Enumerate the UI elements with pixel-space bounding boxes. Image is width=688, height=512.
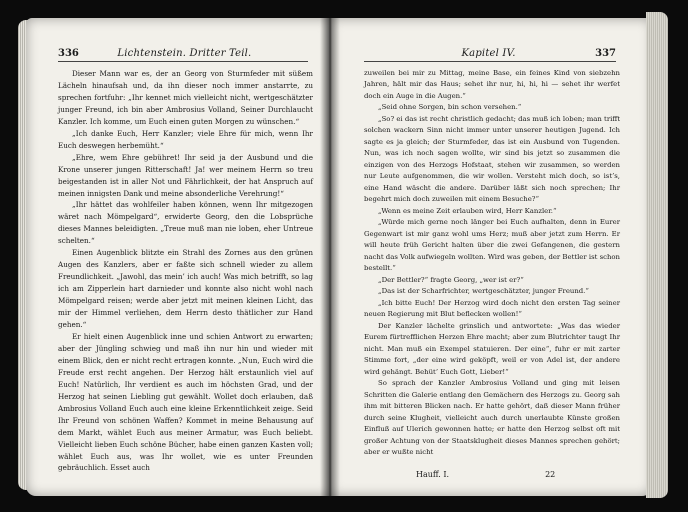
paragraph: „Seid ohne Sorgen, bin schon versehen.“ [378,103,522,112]
running-head: Kapitel IV. [461,48,516,59]
paragraph: „Würde mich gerne noch länger bei Euch aufhalten, denn in Eurer Gegenwart ist mir ganz wohl ums Herz; muß aber jetzt zum Herrn. Er will heute früh Gericht halten über die zwei Gefangenen, die gestern nacht das Volk aufwiegeln wollten. Wird was geben, der Bettler ist schon bestellt.“ [364,218,620,273]
paragraph: „Der Bettler?“ fragte Georg, „wer ist er?“ [378,275,524,284]
left-page-text [58,68,313,474]
paragraph: So sprach der Kanzler Ambrosius Volland und ging mit leisen Schritten die Galerie entlang den Gemächern des Herzogs zu. Georg sah ihm mit bitteren Blicken nach. Er hatte gehört, daß dieser Mann früher durch seine Klugheit, vielleicht auch durch unerlaubte Künste großen Einfluß auf Ulerich gewonnen hatte; er hatte den Herzog selbst oft mit großer Achtung von der Staatsklugheit dieses Mannes sprechen gehört; aber er wußte nicht [364,379,620,456]
page-footer [364,470,620,479]
paragraph: „Ich danke Euch, Herr Kanzler; viele Ehre für mich, wenn Ihr Euch deswegen herbemüht.“ [58,128,313,150]
right-page-text [364,68,620,458]
header-rule [364,61,616,62]
paragraph: „Ich bitte Euch! Der Herzog wird doch nicht den ersten Tag seiner neuen Regierung mit Blut beflecken wollen!“ [364,298,620,319]
left-page-header [58,48,308,62]
paragraph: Dieser Mann war es, der an Georg von Sturmfeder mit süßem Lächeln hinaufsah und, da ihn dieser noch immer anstarrte, zu sprechen fortfuhr: „Ihr kennet mich vielleicht nicht, wertgeschätzter junger Freund, ich bin aber Ambrosius Volland, Seiner Durchlaucht Kanzler. Ich komme, um Euch einen guten Morgen zu wünschen.“ [58,69,313,126]
paragraph: Einen Augenblick blitzte ein Strahl des Zornes aus den grünen Augen des Kanzlers, aber er faßte sich schnell wieder zu allem Freundlichkeit. „Jawohl, das mein’ ich auch! Was mich betrifft, so lag ich am Zipperlein hart darnieder und konnte also nicht wohl nach Mömpelgard reisen; werde aber jetzt mit meinen kleinen Licht, das mir der Himmel verliehen, dem Herrn desto thätlicher zur Hand gehen.“ [58,248,313,330]
right-page [330,18,652,496]
paragraph: „So? ei das ist recht christlich gedacht; das muß ich loben; man trifft solchen wackern Sinn nicht immer unter unserer heutigen Jugend. Ich sagte es ja gleich; der Sturmfeder, das ist ein Ausbund von Tugenden. Nun, was ich noch sagen wollte, wir sind bis jetzt so zusammen die einzigen von des Herzogs Hofstaat, stehen wir zusammen, so werden nur Leute aufgenommen, die wir wollen. Versteht mich doch, so ist’s, eine Hand wäscht die andere. Darüber läßt sich noch sprechen; Ihr begehrt mich doch zuweilen mit einem Besuche?“ [364,114,620,204]
sheet-number: 22 [545,470,556,479]
book-gutter [320,18,340,496]
left-page [26,18,332,496]
paragraph: Der Kanzler lächelte grinslich und antwortete: „Was das wieder Eurem fürtrefflichen Herzen Ehre macht; aber zum Blutrichter taugt Ihr nicht. Man muß ein Exempel statuieren. Der eine“, fuhr er mit zarter Stimme fort, „der eine wird geköpft, weil er von Adel ist, der andere wird gehängt. Behüt’ Euch Gott, Lieber!“ [364,321,620,376]
paragraph: zuweilen bei mir zu Mittag, meine Base, ein feines Kind von siebzehn Jahren, hält mir das Haus; sehet ihr nur, hi, hi, hi — sehet ihr werfet doch ein Auge in die Augen.“ [364,69,620,100]
signature-mark: Hauff. I. [416,470,450,479]
header-rule [58,61,308,62]
paragraph: „Wenn es meine Zeit erlauben wird, Herr Kanzler.“ [378,206,557,215]
right-page-edges [646,12,668,498]
paragraph: „Ihr hättet das wohlfeiler haben können, wenn Ihr mitgezogen wäret nach Mömpelgard“, erwiderte Georg, den die Lobsprüche dieses Mannes beleidigten. „Treue muß man nie loben, eher Untreue schelten.“ [58,200,313,246]
right-page-header [364,48,616,62]
paragraph: „Ehre, wem Ehre gebühret! Ihr seid ja der Ausbund und die Krone unserer jungen Ritterschaft! Ja! wer meinem Herrn so treu beigestanden ist in aller Not und Fährlichkeit, der hat Anspruch auf meinen innigsten Dank und meine absonderliche Verehrung!“ [58,152,313,198]
paragraph: „Das ist der Scharfrichter, wertgeschätzter, junger Freund.“ [378,287,589,296]
paragraph: Er hielt einen Augenblick inne und schien Antwort zu erwarten; aber der Jüngling schwieg und maß ihn nur hin und wieder mit einem Blick, den er nicht recht ertragen konnte. „Nun, Euch wird die Freude erst recht angehen. Der Herzog hält erstaunlich viel auf Euch! Natürlich, Ihr verdient es auch im höchsten Grad, und der Herzog hat seinen Liebling gut gewählt. Wollet doch erlauben, daß Ambrosius Volland Euch auch eine kleine Erkenntlichkeit zeige. Seid Ihr Freund von schönen Waffen? Kommet in meine Behausung auf dem Markt, wählet Euch aus meiner Armatur, was Euch beliebt. Vielleicht lieben Euch schöne Bücher, habe einen ganzen Kasten voll; wählet Euch aus, was Ihr wollet, wie es unter Freunden gebräuchlich. Esset auch [58,331,313,473]
running-head: Lichtenstein. Dritter Teil. [117,48,252,59]
page-number: 337 [595,48,616,59]
page-number: 336 [58,48,79,59]
